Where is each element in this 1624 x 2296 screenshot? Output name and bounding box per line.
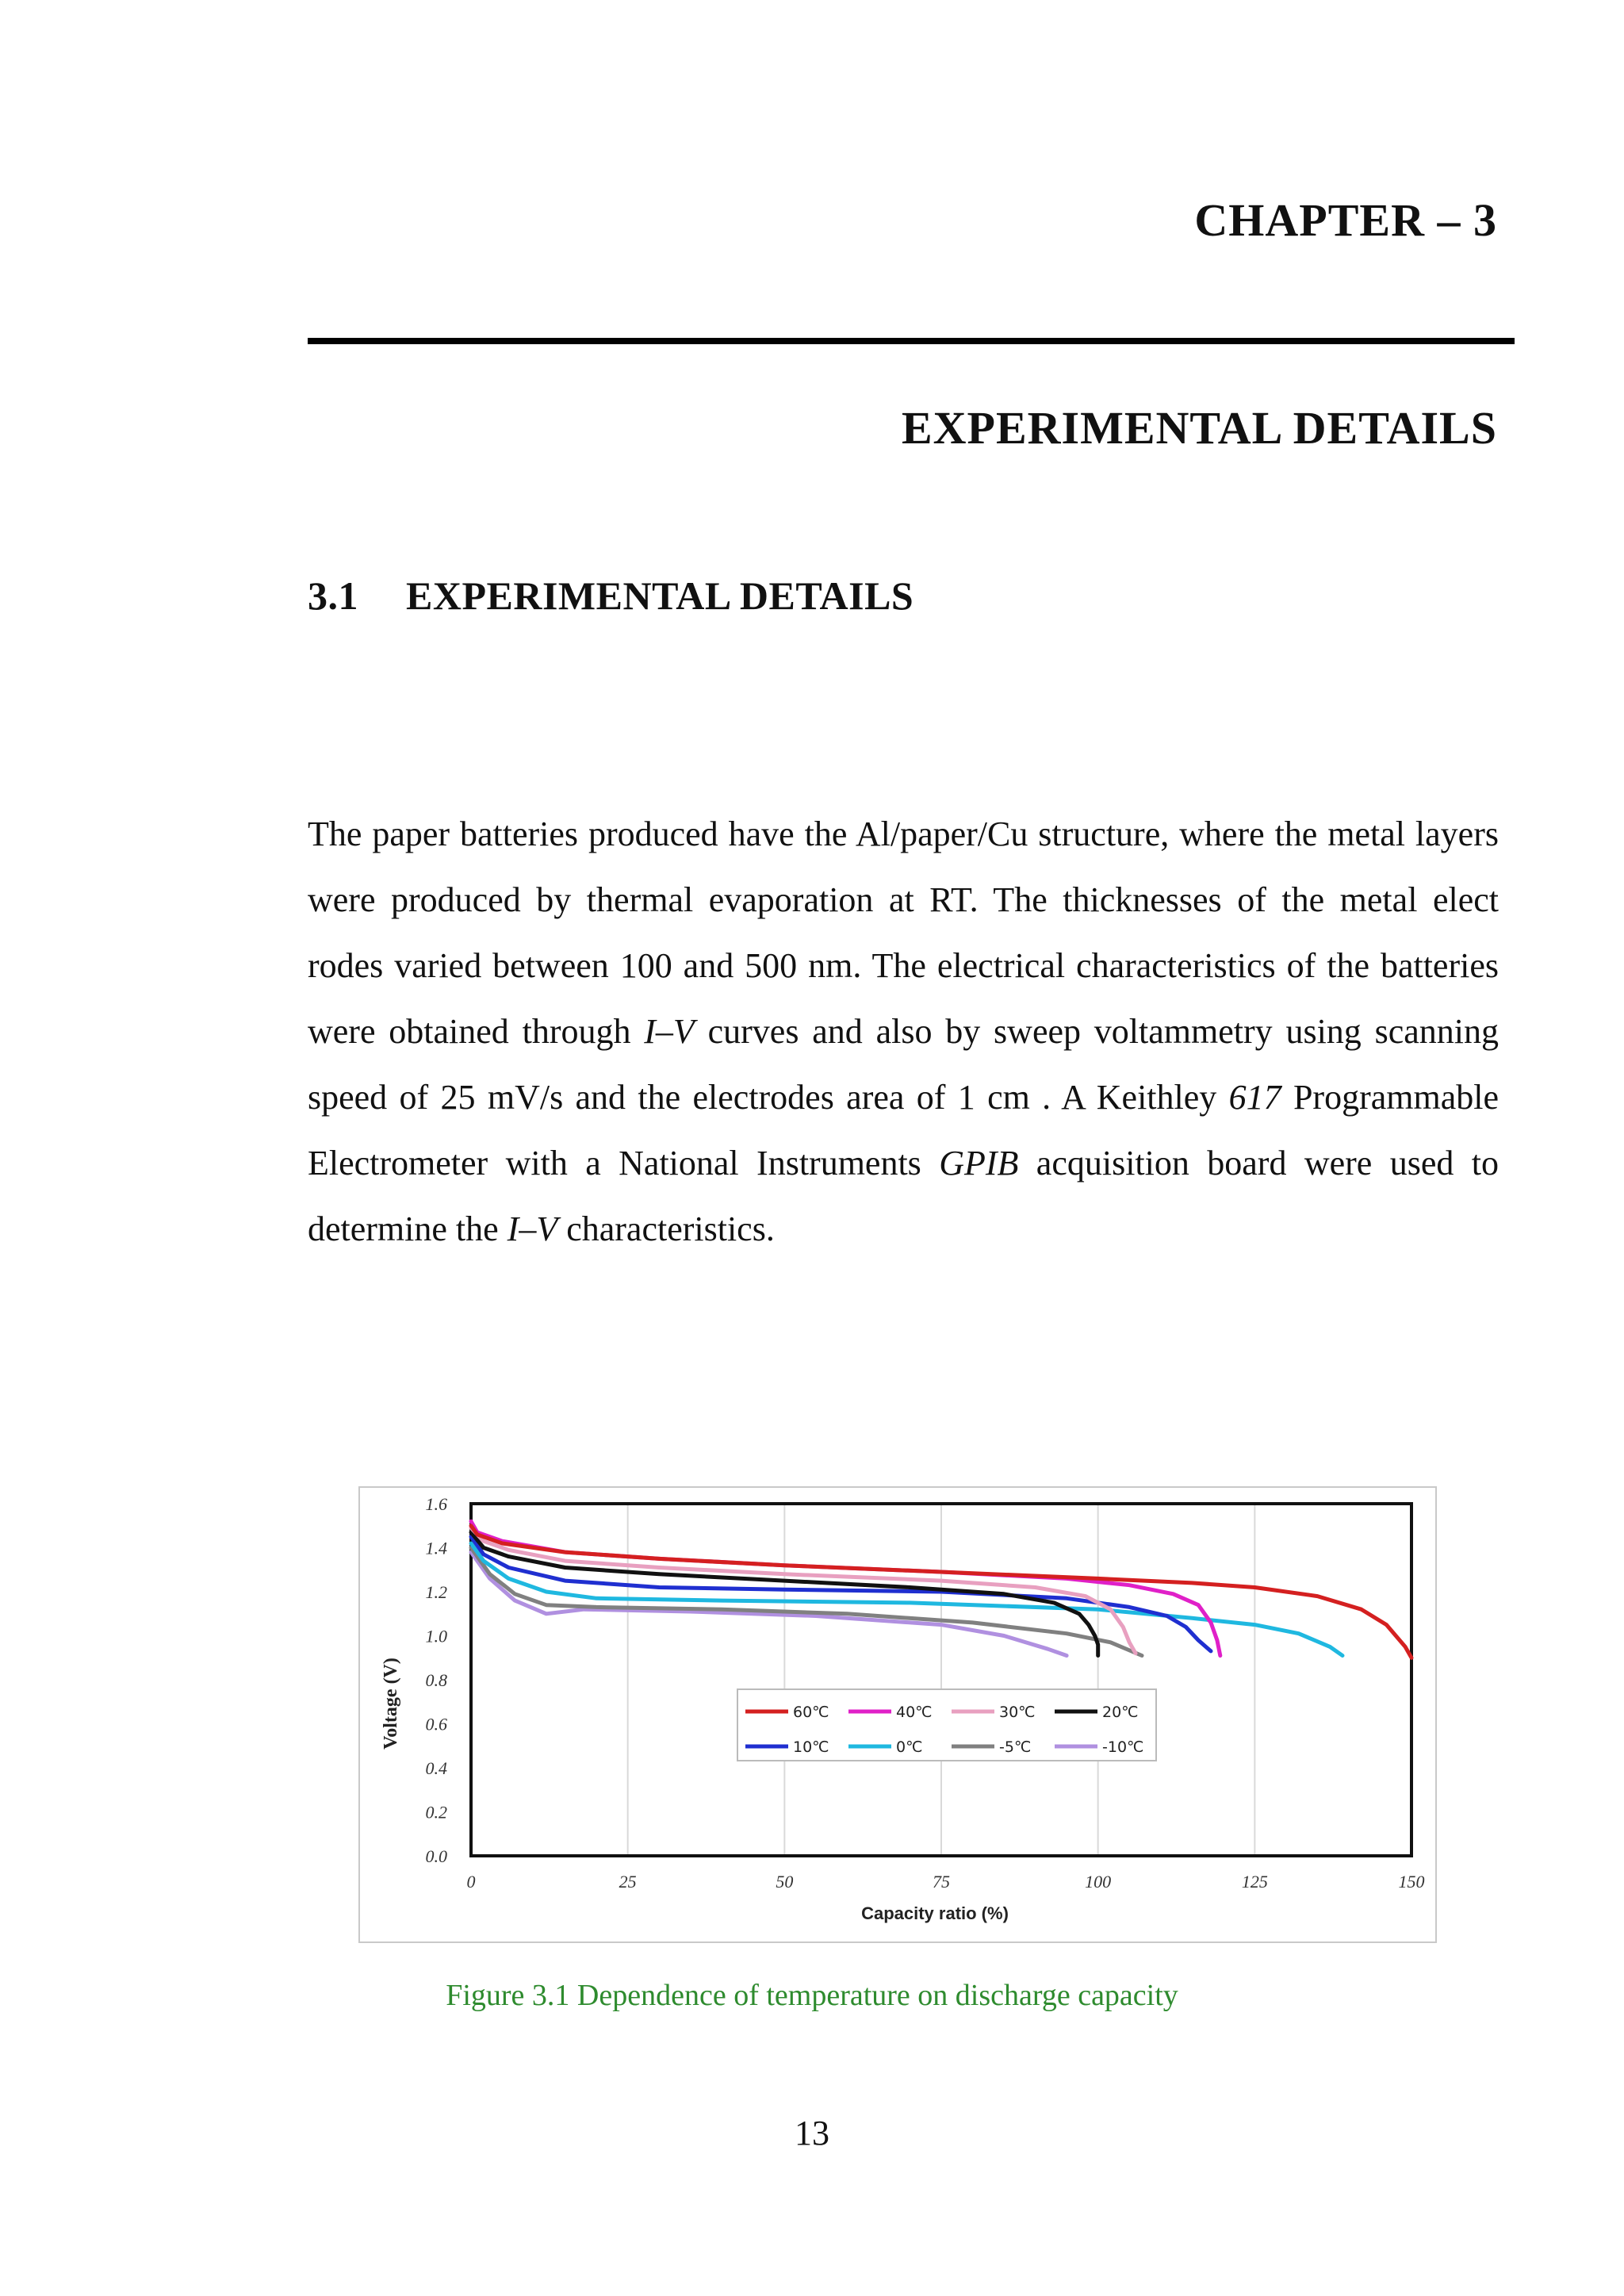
chapter-heading: CHAPTER – 3 xyxy=(1194,194,1497,246)
y-tick-label: 1.6 xyxy=(425,1494,447,1514)
section-number: 3.1 xyxy=(308,573,358,618)
figure-caption: Figure 3.1 Dependence of temperature on discharge capacity xyxy=(446,1979,1178,2012)
iv-term: I–V xyxy=(644,1012,695,1051)
legend-label: -5℃ xyxy=(999,1738,1032,1756)
x-tick-label: 0 xyxy=(466,1872,476,1892)
model-number: 617 xyxy=(1228,1078,1281,1117)
legend-label: -10℃ xyxy=(1102,1738,1144,1756)
legend-label: 60℃ xyxy=(793,1704,829,1721)
x-tick-label: 25 xyxy=(619,1872,637,1892)
body-paragraph xyxy=(308,801,1499,1262)
chapter-rule xyxy=(308,338,1515,344)
x-tick-label: 150 xyxy=(1398,1872,1425,1892)
y-tick-label: 0.6 xyxy=(425,1714,447,1734)
y-tick-label: 0.0 xyxy=(425,1846,447,1866)
y-tick-label: 1.4 xyxy=(425,1538,447,1558)
y-axis-label: Voltage (V) xyxy=(381,1658,401,1750)
paragraph-text: Programmable Electrometer with a National Instruments xyxy=(308,1078,1499,1182)
iv-term: I–V xyxy=(507,1209,558,1248)
gpib-term: GPIB xyxy=(939,1144,1019,1182)
y-tick-label: 0.8 xyxy=(425,1670,447,1690)
x-tick-label: 100 xyxy=(1085,1872,1112,1892)
legend-label: 30℃ xyxy=(999,1704,1036,1721)
paragraph-text: The paper batteries produced have the Al/paper/Cu structure, where the metal layers were produced by thermal evaporation at RT. The thicknesses of the metal elect rodes varied between 100 and 500 nm. The electrical characteristics of the batteries were obtained through xyxy=(308,815,1499,1051)
x-tick-label: 50 xyxy=(776,1872,794,1892)
legend-label: 10℃ xyxy=(793,1738,829,1756)
paragraph-text: curves and also by sweep voltammetry using scanning speed of 25 mV/s and the electrodes area of 1 cm . A Keithley xyxy=(308,1012,1499,1117)
discharge-chart xyxy=(360,1488,1435,1941)
x-axis-label: Capacity ratio (%) xyxy=(861,1903,1009,1923)
legend-label: 0℃ xyxy=(896,1738,923,1756)
page-number: 13 xyxy=(795,2114,829,2152)
series-line-0℃ xyxy=(471,1543,1342,1656)
section-title: EXPERIMENTAL DETAILS xyxy=(406,573,914,618)
x-tick-label: 125 xyxy=(1241,1872,1268,1892)
x-tick-label: 75 xyxy=(933,1872,950,1892)
paragraph-text: characteristics. xyxy=(557,1209,775,1248)
y-tick-label: 0.2 xyxy=(425,1802,447,1823)
legend-label: 20℃ xyxy=(1102,1704,1139,1721)
chapter-title: EXPERIMENTAL DETAILS xyxy=(901,402,1497,454)
legend-label: 40℃ xyxy=(896,1704,933,1721)
y-tick-label: 0.4 xyxy=(425,1758,447,1778)
y-tick-label: 1.2 xyxy=(425,1582,447,1602)
y-tick-label: 1.0 xyxy=(425,1626,447,1646)
figure-frame xyxy=(358,1486,1437,1943)
section-heading xyxy=(308,573,914,619)
paragraph-text: acquisition board were used to determine the xyxy=(308,1144,1500,1248)
